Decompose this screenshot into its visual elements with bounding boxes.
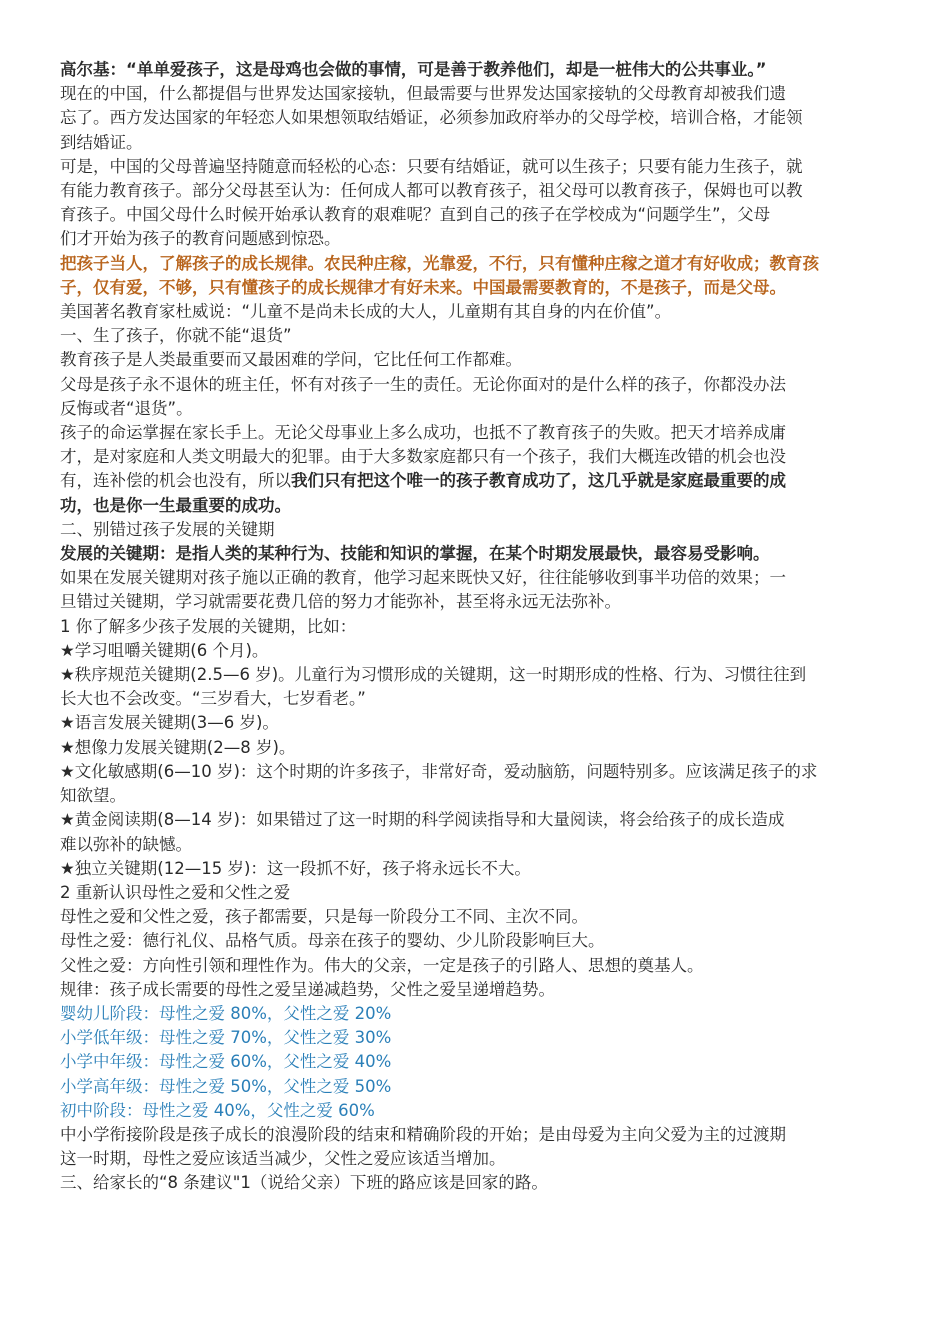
text-line: 美国著名教育家杜威说：“儿童不是尚未长成的大人，儿童期有其自身的内在价值”。 — [60, 302, 672, 322]
text-line: ★黄金阅读期(8—14 岁)：如果错过了这一时期的科学阅读指导和大量阅读，将会给孩子的成长造成 — [60, 810, 785, 830]
text-line: 高尔基：“单单爱孩子，这是母鸡也会做的事情，可是善于教养他们，却是一桩伟大的公共事业。” — [60, 60, 767, 79]
text-line: 初中阶段：母性之爱 40%，父性之爱 60% — [60, 1100, 375, 1120]
text-line: ★文化敏感期(6—10 岁)：这个时期的许多孩子，非常好奇，爱动脑筋，问题特别多。应该满足孩子的求 — [60, 761, 818, 781]
text-line: 小学低年级：母性之爱 70%，父性之爱 30% — [60, 1028, 392, 1048]
text-line: 功，也是你一生最重要的成功。 — [60, 495, 291, 515]
text-line: 知欲望。 — [60, 786, 126, 806]
text-line: 2 重新认识母性之爱和父性之爱 — [60, 882, 291, 902]
text-line: 父性之爱：方向性引领和理性作为。伟大的父亲，一定是孩子的引路人、思想的奠基人。 — [60, 955, 704, 975]
text-line: 到结婚证。 — [60, 132, 143, 152]
text-line: 子，仅有爱，不够，只有懂孩子的成长规律才有好未来。中国最需要教育的，不是孩子，而是父母。 — [60, 277, 786, 297]
text-line: ★秩序规范关键期(2.5—6 岁)。儿童行为习惯形成的关键期，这一时期形成的性格、行为、习惯往往到 — [60, 665, 807, 685]
text-line: ★学习咀嚼关键期(6 个月)。 — [60, 640, 269, 660]
text-line: 难以弥补的缺憾。 — [60, 834, 192, 854]
text-line: 育孩子。中国父母什么时候开始承认教育的艰难呢？直到自己的孩子在学校成为“问题学生”，父母 — [60, 205, 771, 225]
text-line: 母性之爱和父性之爱，孩子都需要，只是每一阶段分工不同、主次不同。 — [60, 907, 588, 927]
text-segment-plain: 有，连补偿的机会也没有，所以 — [60, 471, 291, 491]
text-segment-bold: 我们只有把这个唯一的孩子教育成功了，这几乎就是家庭最重要的成 — [291, 471, 786, 491]
text-line: 婴幼儿阶段：母性之爱 80%，父性之爱 20% — [60, 1003, 392, 1023]
text-line: ★想像力发展关键期(2—8 岁)。 — [60, 737, 296, 757]
text-line — [60, 469, 900, 493]
text-line: 发展的关键期：是指人类的某种行为、技能和知识的掌握，在某个时期发展最快，最容易受影响。 — [60, 544, 770, 564]
text-line: ★语言发展关键期(3—6 岁)。 — [60, 713, 279, 733]
text-line: 旦错过关键期，学习就需要花费几倍的努力才能弥补，甚至将永远无法弥补。 — [60, 592, 621, 612]
text-line: 教育孩子是人类最重要而又最困难的学问，它比任何工作都难。 — [60, 350, 522, 370]
text-line: 父母是孩子永不退休的班主任，怀有对孩子一生的责任。无论你面对的是什么样的孩子，你都没办法 — [60, 374, 786, 394]
text-line: 1 你了解多少孩子发展的关键期，比如： — [60, 616, 357, 636]
text-line: 小学中年级：母性之爱 60%，父性之爱 40% — [60, 1052, 392, 1072]
text-line: 把孩子当人，了解孩子的成长规律。农民种庄稼，光靠爱，不行，只有懂种庄稼之道才有好收成；教育孩 — [60, 253, 819, 273]
document-body — [60, 58, 900, 1196]
text-line: 这一时期，母性之爱应该适当减少，父性之爱应该适当增加。 — [60, 1149, 506, 1169]
text-line: 反悔或者“退货”。 — [60, 398, 193, 418]
text-line: 如果在发展关键期对孩子施以正确的教育，他学习起来既快又好，往往能够收到事半功倍的效果；一 — [60, 568, 786, 588]
text-line: 才，是对家庭和人类文明最大的犯罪。由于大多数家庭都只有一个孩子，我们大概连改错的机会也没 — [60, 447, 786, 467]
text-line: 长大也不会改变。“三岁看大，七岁看老。” — [60, 689, 366, 709]
text-line: 母性之爱：德行礼仪、品格气质。母亲在孩子的婴幼、少儿阶段影响巨大。 — [60, 931, 605, 951]
text-line: 忘了。西方发达国家的年轻恋人如果想领取结婚证，必须参加政府举办的父母学校，培训合格，才能领 — [60, 108, 803, 128]
text-line: 规律：孩子成长需要的母性之爱呈递减趋势，父性之爱呈递增趋势。 — [60, 979, 555, 999]
text-line: 现在的中国，什么都提倡与世界发达国家接轨，但最需要与世界发达国家接轨的父母教育却被我们遗 — [60, 84, 786, 104]
text-line: 有能力教育孩子。部分父母甚至认为：任何成人都可以教育孩子，祖父母可以教育孩子，保姆也可以教 — [60, 181, 803, 201]
text-line: 孩子的命运掌握在家长手上。无论父母事业上多么成功，也抵不了教育孩子的失败。把天才培养成庸 — [60, 423, 786, 443]
text-line: 二、别错过孩子发展的关键期 — [60, 519, 275, 539]
text-line: 小学高年级：母性之爱 50%，父性之爱 50% — [60, 1076, 392, 1096]
text-line: 中小学衔接阶段是孩子成长的浪漫阶段的结束和精确阶段的开始；是由母爱为主向父爱为主的过渡期 — [60, 1124, 786, 1144]
text-line: 可是，中国的父母普遍坚持随意而轻松的心态：只要有结婚证，就可以生孩子；只要有能力生孩子，就 — [60, 156, 803, 176]
text-line: 一、生了孩子，你就不能“退货” — [60, 326, 292, 346]
text-line: 们才开始为孩子的教育问题感到惊恐。 — [60, 229, 341, 249]
text-line: ★独立关键期(12—15 岁)：这一段抓不好，孩子将永远长不大。 — [60, 858, 531, 878]
text-line: 三、给家长的“8 条建议"1（说给父亲）下班的路应该是回家的路。 — [60, 1173, 548, 1193]
